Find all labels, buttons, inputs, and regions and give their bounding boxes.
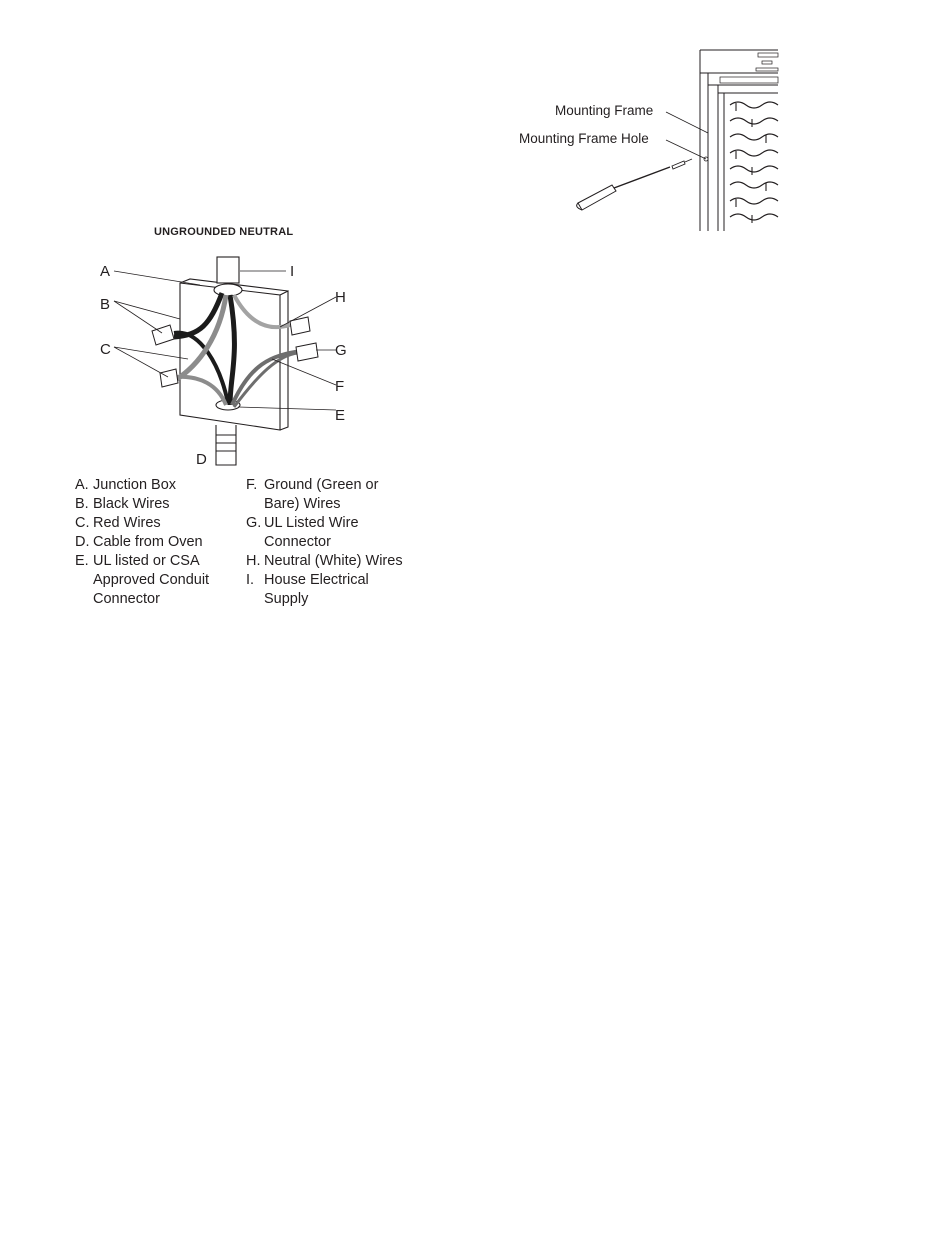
callout-g: G [335,342,347,359]
callout-f: F [335,378,345,395]
callout-a: A [100,263,111,280]
callout-b: B [100,296,111,313]
callout-h: H [335,289,346,306]
callout-c: C [100,341,111,358]
callout-d: D [196,451,207,468]
mounting-frame-hole-label: Mounting Frame Hole [519,131,649,146]
junction-box-wiring-diagram [90,255,370,470]
mounting-frame-label: Mounting Frame [555,103,654,118]
callout-i: I [290,263,295,280]
oven-mounting-illustration [560,45,785,235]
diagram-title: UNGROUNDED NEUTRAL [154,226,294,238]
callout-e: E [335,407,346,424]
